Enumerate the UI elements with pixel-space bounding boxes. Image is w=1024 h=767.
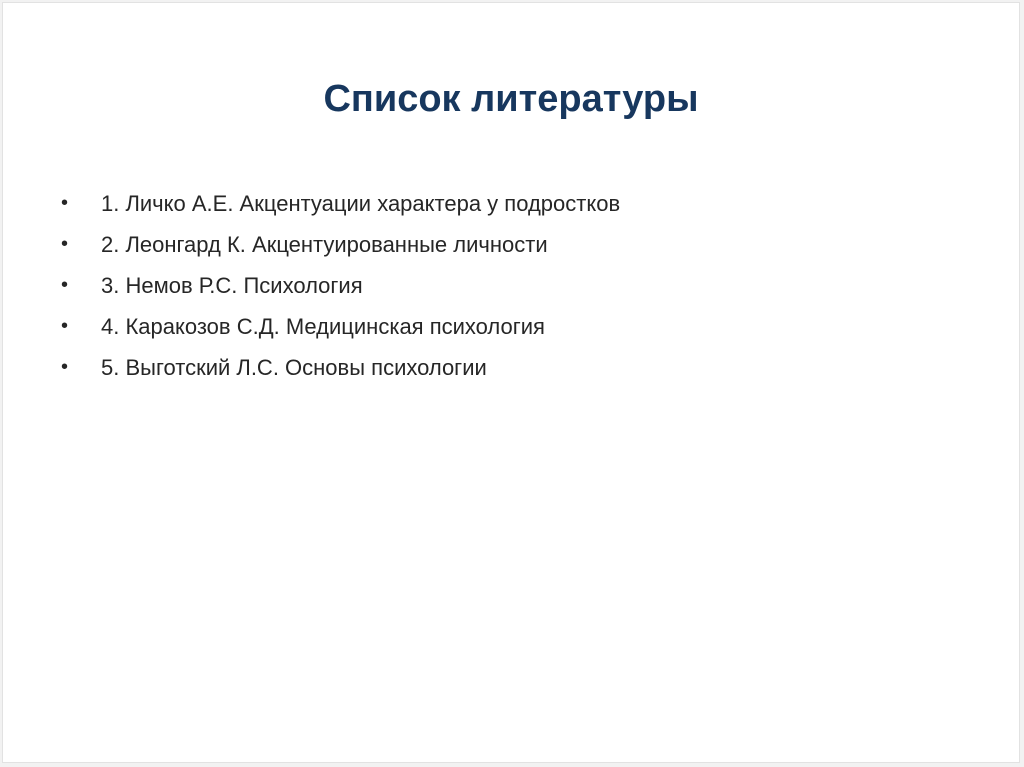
list-item bbox=[61, 183, 620, 224]
bullet-icon: • bbox=[61, 315, 69, 337]
reference-text: 3. Немов Р.С. Психология bbox=[101, 273, 363, 298]
reference-text: 5. Выготский Л.С. Основы психологии bbox=[101, 355, 487, 380]
list-item bbox=[61, 224, 620, 265]
bullet-icon: • bbox=[61, 192, 69, 214]
bullet-icon: • bbox=[61, 233, 69, 255]
list-item bbox=[61, 306, 620, 347]
reference-text: 1. Личко А.Е. Акцентуации характера у подростков bbox=[101, 191, 621, 216]
reference-text: 4. Каракозов С.Д. Медицинская психология bbox=[101, 314, 545, 339]
reference-list bbox=[61, 183, 620, 388]
slide-title: Список литературы bbox=[323, 78, 699, 120]
list-item bbox=[61, 347, 620, 388]
reference-text: 2. Леонгард К. Акцентуированные личности bbox=[101, 232, 548, 257]
bullet-icon: • bbox=[61, 274, 69, 296]
list-item bbox=[61, 265, 620, 306]
slide bbox=[2, 2, 1020, 763]
bullet-icon: • bbox=[61, 356, 69, 378]
